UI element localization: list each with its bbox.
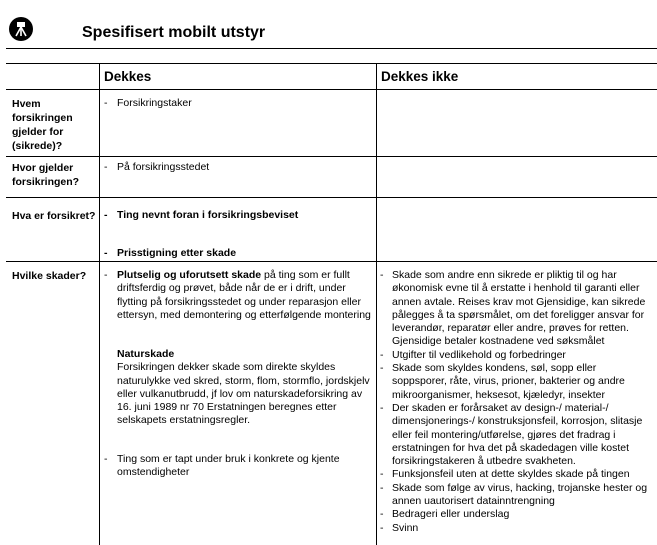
bullet-dash: - bbox=[380, 348, 384, 361]
tripod-logo-icon bbox=[9, 17, 33, 41]
bullet-dash: - bbox=[380, 468, 384, 481]
table-top-border bbox=[6, 63, 657, 64]
not-covered-damages-list bbox=[380, 269, 652, 535]
header-row-border bbox=[6, 89, 657, 90]
column-divider bbox=[376, 63, 377, 545]
row-label-where: Hvor gjelder forsikringen? bbox=[12, 162, 80, 188]
row-divider bbox=[6, 197, 657, 198]
bullet-dash: - bbox=[380, 508, 384, 521]
row-divider bbox=[6, 156, 657, 157]
list-item: - Skade som følge av virus, hacking, trojanske hester og annen uautorisert datainntrengning bbox=[380, 481, 648, 508]
row-label-damages: Hvilke skader? bbox=[12, 270, 87, 282]
bullet-dash: - bbox=[380, 521, 384, 534]
title-rule bbox=[6, 48, 657, 49]
row-divider bbox=[6, 261, 657, 262]
bullet-dash: - bbox=[380, 269, 384, 281]
list-item: - Skade som skyldes kondens, søl, sopp eller soppsporer, råte, virus, prioner, bakterier og andre mikroorganismer, heksesot, kjæledyr, insekter bbox=[380, 362, 625, 401]
list-item: - Utgifter til vedlikehold og forbedringer bbox=[380, 348, 566, 361]
list-item: - Svinn bbox=[380, 521, 419, 534]
page-title: Spesifisert mobilt utstyr bbox=[82, 24, 266, 41]
list-item: - Funksjonsfeil uten at dette skyldes skade på tingen bbox=[380, 468, 630, 481]
row-label-who: Hvem forsikringen gjelder for (sikrede)? bbox=[12, 98, 73, 152]
column-header-covered: Dekkes bbox=[104, 69, 152, 84]
column-header-not-covered: Dekkes ikke bbox=[381, 69, 459, 84]
row-label-what: Hva er forsikret? bbox=[12, 210, 96, 222]
list-item: Naturskade Forsikringen dekker skade som direkte skyldes naturulykke ved skred, storm, flom, stormflo, jordskjelv eller vulkanutbrudd, jf lov om naturskadeforsikring av 16. juni 1989 nr 70 Erstatningen beregnes etter selskapets erstatningsregler. bbox=[117, 348, 370, 427]
list-item: - Skade som andre enn sikrede er pliktig til og har økonomisk evne til å erstatte i henhold til garanti eller annen avtale. Reises krav mot Gjensidige, kan sikrede pålegges å ta spørsmålet, om det foreligger ansvar for leverandør, reparatør eller andre, prøves for retten. Gjensidige betaler kostnadene ved søksmålet bbox=[380, 269, 646, 348]
list-item: - Bedrageri eller underslag bbox=[380, 508, 510, 521]
covered-damages-list: - Plutselig og uforutsett skade på ting som er fullt driftsferdig og prøvet, både når de er i drift, under flytting på forsikringsstedet og under reparasjon eller ettersyn, med demontering og etterfølgende montering bbox=[104, 269, 374, 469]
list-item: - Der skaden er forårsaket av design-/ material-/ dimensjonerings-/ konstruksjonsfeil, korrosjon, slitasje eller feil montering/utførelse, gjøres det fradrag i erstatningen for hva det på skadedagen ville kostet forsikringstakeren å utbedre svakheten. bbox=[380, 401, 643, 468]
bullet-dash: - bbox=[380, 481, 384, 494]
list-item: Plutselig og uforutsett skade på ting som er fullt driftsferdig og prøvet, både når de er i drift, under flytting på forsikringsstedet og under reparasjon eller ettersyn, med demontering og etterfølgende montering bbox=[117, 269, 371, 321]
bullet-dash: - bbox=[380, 401, 384, 414]
bullet-dash: - bbox=[380, 362, 384, 375]
